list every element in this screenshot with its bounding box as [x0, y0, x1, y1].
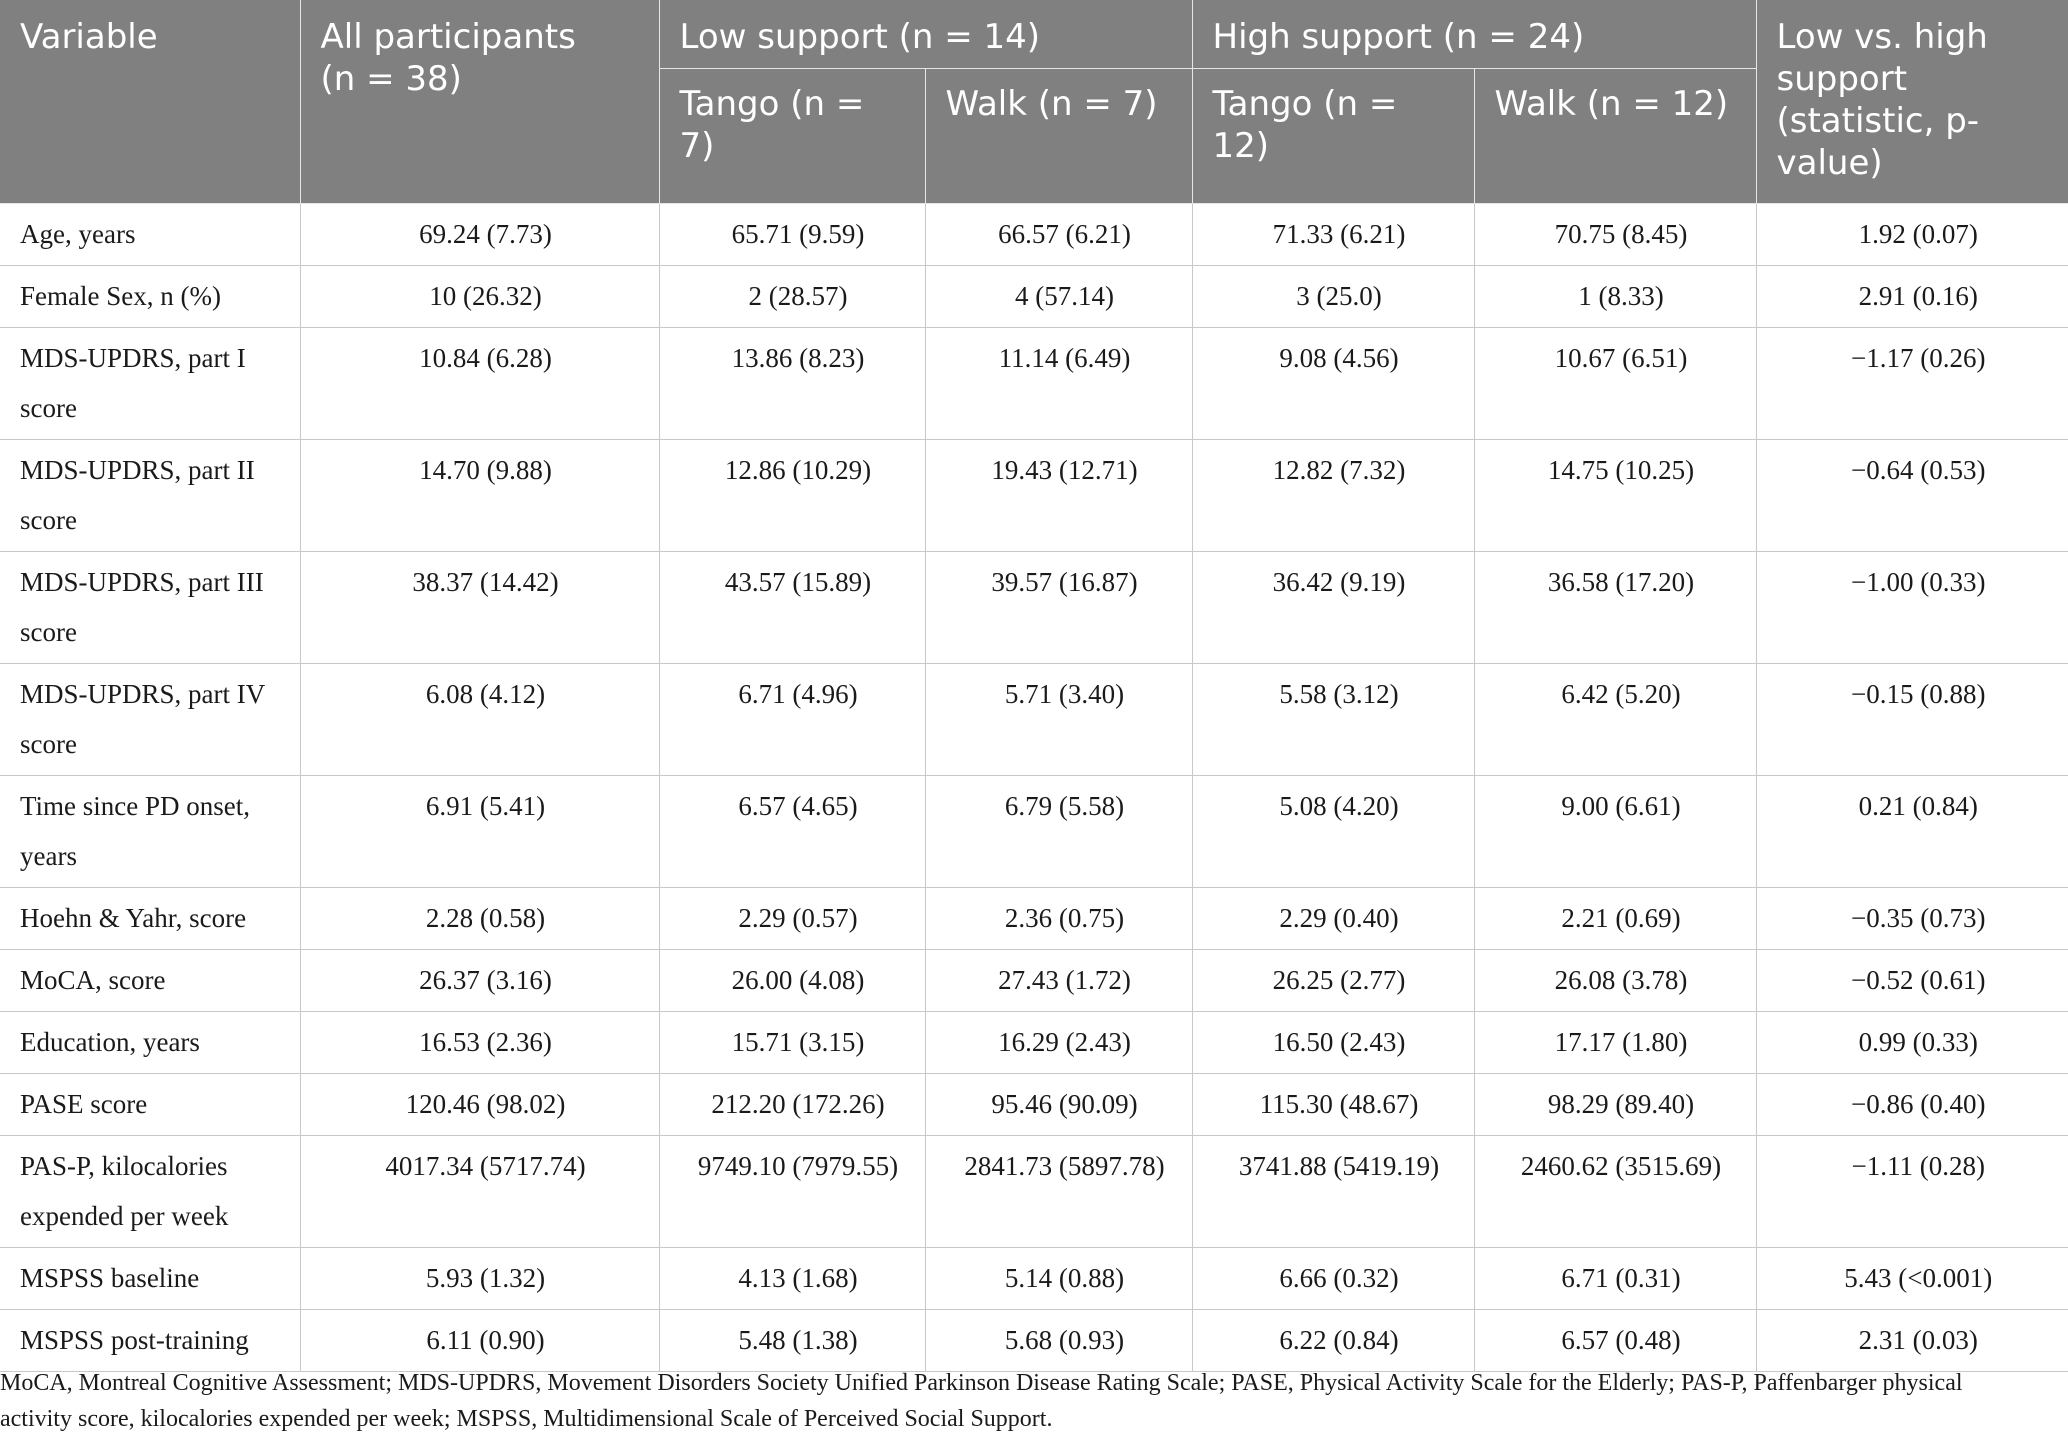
header-low-support: Low support (n = 14) — [659, 0, 1192, 69]
cell-variable: MDS-UPDRS, part IV score — [0, 664, 300, 776]
cell-high-walk: 14.75 (10.25) — [1474, 440, 1756, 552]
cell-variable: Hoehn & Yahr, score — [0, 888, 300, 950]
header-high-walk: Walk (n = 12) — [1474, 69, 1756, 204]
header-all-participants — [300, 0, 659, 204]
header-variable: Variable — [0, 0, 300, 204]
cell-all: 6.11 (0.90) — [300, 1310, 659, 1372]
table-row — [0, 266, 2068, 328]
cell-high-walk: 98.29 (89.40) — [1474, 1074, 1756, 1136]
cell-variable: MoCA, score — [0, 950, 300, 1012]
cell-high-tango: 9.08 (4.56) — [1192, 328, 1474, 440]
cell-comparison: −1.17 (0.26) — [1756, 328, 2068, 440]
cell-high-tango: 6.66 (0.32) — [1192, 1248, 1474, 1310]
cell-comparison: 1.92 (0.07) — [1756, 204, 2068, 266]
table-row — [0, 440, 2068, 552]
table-row — [0, 1248, 2068, 1310]
cell-variable: MSPSS post-training — [0, 1310, 300, 1372]
cell-all: 69.24 (7.73) — [300, 204, 659, 266]
cell-high-walk: 70.75 (8.45) — [1474, 204, 1756, 266]
cell-high-tango: 115.30 (48.67) — [1192, 1074, 1474, 1136]
cell-all: 120.46 (98.02) — [300, 1074, 659, 1136]
cell-high-tango: 12.82 (7.32) — [1192, 440, 1474, 552]
cell-high-walk: 17.17 (1.80) — [1474, 1012, 1756, 1074]
cell-high-tango: 3 (25.0) — [1192, 266, 1474, 328]
cell-low-walk: 6.79 (5.58) — [925, 776, 1192, 888]
cell-low-tango: 13.86 (8.23) — [659, 328, 925, 440]
cell-low-walk: 16.29 (2.43) — [925, 1012, 1192, 1074]
cell-low-tango: 2 (28.57) — [659, 266, 925, 328]
cell-variable: Female Sex, n (%) — [0, 266, 300, 328]
cell-high-tango: 5.58 (3.12) — [1192, 664, 1474, 776]
cell-comparison: −0.15 (0.88) — [1756, 664, 2068, 776]
cell-low-walk: 11.14 (6.49) — [925, 328, 1192, 440]
cell-comparison: 2.31 (0.03) — [1756, 1310, 2068, 1372]
cell-low-walk: 5.71 (3.40) — [925, 664, 1192, 776]
cell-comparison: 0.21 (0.84) — [1756, 776, 2068, 888]
cell-variable: PASE score — [0, 1074, 300, 1136]
header-high-support: High support (n = 24) — [1192, 0, 1756, 69]
table-row — [0, 552, 2068, 664]
table-row — [0, 1074, 2068, 1136]
header-low-tango: Tango (n = 7) — [659, 69, 925, 204]
cell-low-tango: 43.57 (15.89) — [659, 552, 925, 664]
cell-high-tango: 26.25 (2.77) — [1192, 950, 1474, 1012]
cell-low-tango: 5.48 (1.38) — [659, 1310, 925, 1372]
cell-high-tango: 16.50 (2.43) — [1192, 1012, 1474, 1074]
cell-high-tango: 36.42 (9.19) — [1192, 552, 1474, 664]
header-all-participants-label: All participants — [320, 17, 576, 57]
cell-all: 6.91 (5.41) — [300, 776, 659, 888]
cell-low-tango: 6.71 (4.96) — [659, 664, 925, 776]
cell-low-tango: 4.13 (1.68) — [659, 1248, 925, 1310]
cell-low-tango: 9749.10 (7979.55) — [659, 1136, 925, 1248]
cell-low-tango: 26.00 (4.08) — [659, 950, 925, 1012]
cell-high-tango: 5.08 (4.20) — [1192, 776, 1474, 888]
cell-comparison: −0.86 (0.40) — [1756, 1074, 2068, 1136]
cell-comparison: −1.11 (0.28) — [1756, 1136, 2068, 1248]
cell-low-tango: 15.71 (3.15) — [659, 1012, 925, 1074]
cell-high-walk: 26.08 (3.78) — [1474, 950, 1756, 1012]
cell-all: 10.84 (6.28) — [300, 328, 659, 440]
cell-low-walk: 2841.73 (5897.78) — [925, 1136, 1192, 1248]
cell-variable: Age, years — [0, 204, 300, 266]
cell-low-tango: 212.20 (172.26) — [659, 1074, 925, 1136]
header-low-walk: Walk (n = 7) — [925, 69, 1192, 204]
cell-high-walk: 10.67 (6.51) — [1474, 328, 1756, 440]
cell-comparison: 2.91 (0.16) — [1756, 266, 2068, 328]
cell-high-tango: 71.33 (6.21) — [1192, 204, 1474, 266]
table-row — [0, 1012, 2068, 1074]
cell-variable: Time since PD onset, years — [0, 776, 300, 888]
table-footnote: MoCA, Montreal Cognitive Assessment; MDS-UPDRS, Movement Disorders Society Unified Parkinson Disease Rating Scale; PASE, Physical Activity Scale for the Elderly; PAS-P, Paffenbarger physical activity score, kilocalories expended per week; MSPSS, Multidimensional Scale of Perceived Social Support. — [0, 1370, 1963, 1432]
cell-high-walk: 36.58 (17.20) — [1474, 552, 1756, 664]
cell-variable: Education, years — [0, 1012, 300, 1074]
header-all-participants-n: (n = 38) — [320, 59, 462, 99]
cell-all: 16.53 (2.36) — [300, 1012, 659, 1074]
cell-comparison: −0.52 (0.61) — [1756, 950, 2068, 1012]
cell-low-walk: 66.57 (6.21) — [925, 204, 1192, 266]
table-row — [0, 204, 2068, 266]
cell-low-walk: 27.43 (1.72) — [925, 950, 1192, 1012]
cell-low-tango: 2.29 (0.57) — [659, 888, 925, 950]
cell-low-walk: 4 (57.14) — [925, 266, 1192, 328]
table-row — [0, 888, 2068, 950]
table-row — [0, 1136, 2068, 1248]
cell-low-walk: 2.36 (0.75) — [925, 888, 1192, 950]
cell-variable: PAS-P, kilocalories expended per week — [0, 1136, 300, 1248]
cell-low-tango: 65.71 (9.59) — [659, 204, 925, 266]
cell-variable: MDS-UPDRS, part II score — [0, 440, 300, 552]
cell-high-tango: 3741.88 (5419.19) — [1192, 1136, 1474, 1248]
cell-variable: MDS-UPDRS, part III score — [0, 552, 300, 664]
cell-variable: MDS-UPDRS, part I score — [0, 328, 300, 440]
table-row — [0, 1310, 2068, 1372]
table-row — [0, 776, 2068, 888]
table-row — [0, 664, 2068, 776]
cell-comparison: −0.64 (0.53) — [1756, 440, 2068, 552]
cell-low-walk: 19.43 (12.71) — [925, 440, 1192, 552]
cell-low-walk: 39.57 (16.87) — [925, 552, 1192, 664]
cell-all: 2.28 (0.58) — [300, 888, 659, 950]
table-row — [0, 950, 2068, 1012]
cell-comparison: 5.43 (<0.001) — [1756, 1248, 2068, 1310]
header-high-tango: Tango (n = 12) — [1192, 69, 1474, 204]
cell-all: 14.70 (9.88) — [300, 440, 659, 552]
cell-high-walk: 2.21 (0.69) — [1474, 888, 1756, 950]
cell-high-tango: 6.22 (0.84) — [1192, 1310, 1474, 1372]
cell-high-walk: 6.71 (0.31) — [1474, 1248, 1756, 1310]
cell-high-walk: 9.00 (6.61) — [1474, 776, 1756, 888]
cell-low-walk: 5.14 (0.88) — [925, 1248, 1192, 1310]
cell-low-tango: 6.57 (4.65) — [659, 776, 925, 888]
cell-high-walk: 6.57 (0.48) — [1474, 1310, 1756, 1372]
cell-high-walk: 2460.62 (3515.69) — [1474, 1136, 1756, 1248]
cell-high-walk: 1 (8.33) — [1474, 266, 1756, 328]
cell-low-tango: 12.86 (10.29) — [659, 440, 925, 552]
cell-comparison: −1.00 (0.33) — [1756, 552, 2068, 664]
cell-comparison: −0.35 (0.73) — [1756, 888, 2068, 950]
cell-all: 10 (26.32) — [300, 266, 659, 328]
cell-low-walk: 5.68 (0.93) — [925, 1310, 1192, 1372]
cell-all: 6.08 (4.12) — [300, 664, 659, 776]
cell-high-tango: 2.29 (0.40) — [1192, 888, 1474, 950]
cell-all: 4017.34 (5717.74) — [300, 1136, 659, 1248]
cell-variable: MSPSS baseline — [0, 1248, 300, 1310]
cell-all: 38.37 (14.42) — [300, 552, 659, 664]
header-comparison: Low vs. high support (statistic, p-value) — [1756, 0, 2068, 204]
cell-comparison: 0.99 (0.33) — [1756, 1012, 2068, 1074]
cell-high-walk: 6.42 (5.20) — [1474, 664, 1756, 776]
cell-low-walk: 95.46 (90.09) — [925, 1074, 1192, 1136]
cell-all: 26.37 (3.16) — [300, 950, 659, 1012]
cell-all: 5.93 (1.32) — [300, 1248, 659, 1310]
table-row — [0, 328, 2068, 440]
